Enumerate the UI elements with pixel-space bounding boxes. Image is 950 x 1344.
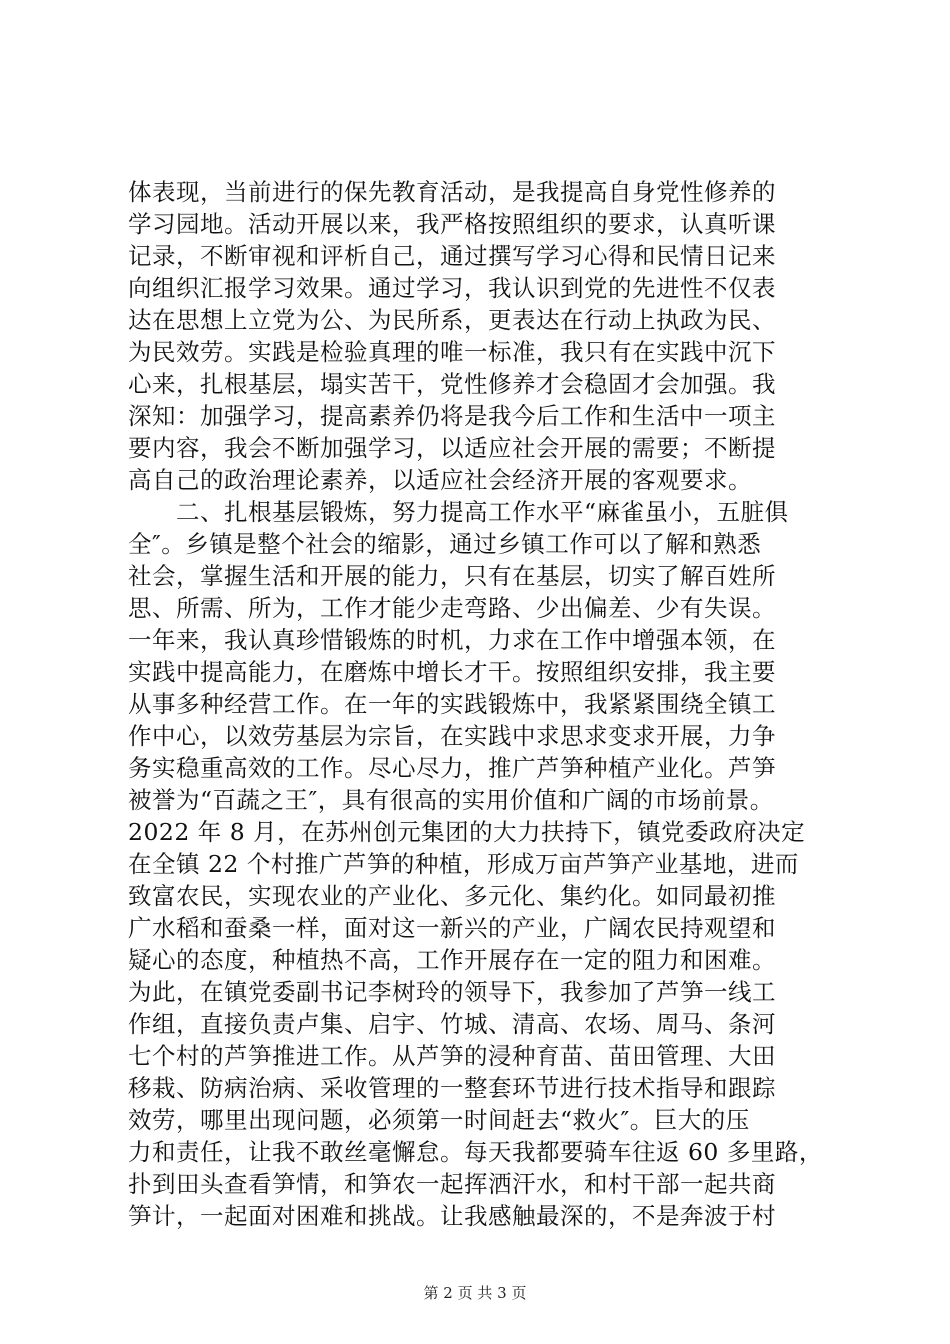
text-line: 被誉为“百蔬之王″，具有很高的实用价值和广阔的市场前景。 [128,786,774,814]
text-line: 要内容，我会不断加强学习，以适应社会开展的需要；不断提 [128,434,776,462]
text-line: 高自己的政治理论素养，以适应社会经济开展的客观要求。 [128,466,752,494]
text-line: 思、所需、所为，工作才能少走弯路、少出偏差、少有失误。 [128,594,776,622]
text-line: 务实稳重高效的工作。尽心尽力，推广芦笋种植产业化。芦笋 [128,754,776,782]
text-line: 记录，不断审视和评析自己，通过撰写学习心得和民情日记来 [128,242,776,270]
text-line: 体表现，当前进行的保先教育活动，是我提高自身党性修养的 [128,178,776,206]
text-line: 致富农民，实现农业的产业化、多元化、集约化。如同最初推 [128,882,776,910]
text-line: 实践中提高能力，在磨炼中增长才干。按照组织安排，我主要 [128,658,776,686]
text-line: 达在思想上立党为公、为民所系，更表达在行动上执政为民、 [128,306,776,334]
text-line: 疑心的态度，种植热不高，工作开展存在一定的阻力和困难。 [128,946,776,974]
text-line: 深知：加强学习，提高素养仍将是我今后工作和生活中一项主 [128,402,776,430]
text-line: 学习园地。活动开展以来，我严格按照组织的要求，认真听课 [128,210,776,238]
text-line: 力和责任，让我不敢丝毫懈怠。每天我都要骑车往返 60 多里路， [128,1138,823,1166]
text-line: 心来，扎根基层，塌实苦干，党性修养才会稳固才会加强。我 [128,370,776,398]
text-line: 为此，在镇党委副书记李树玲的领导下，我参加了芦笋一线工 [128,978,776,1006]
text-line: 向组织汇报学习效果。通过学习，我认识到党的先进性不仅表 [128,274,776,302]
text-line: 扑到田头查看笋情，和笋农一起挥洒汗水，和村干部一起共商 [128,1170,776,1198]
section-heading-line: 二、扎根基层锻炼，努力提高工作水平“麻雀虽小，五脏俱 [128,498,789,526]
text-line: 一年来，我认真珍惜锻炼的时机，力求在工作中增强本领，在 [128,626,776,654]
text-line: 为民效劳。实践是检验真理的唯一标准，我只有在实践中沉下 [128,338,776,366]
text-line: 笋计，一起面对困难和挑战。让我感触最深的，不是奔波于村 [128,1202,776,1230]
text-line: 效劳，哪里出现问题，必须第一时间赶去“救火″。巨大的压 [128,1106,750,1134]
text-line: 2022 年 8 月，在苏州创元集团的大力扶持下，镇党委政府决定 [128,818,806,846]
text-line: 在全镇 22 个村推广芦笋的种植，形成万亩芦笋产业基地，进而 [128,850,799,878]
text-line: 全″。乡镇是整个社会的缩影，通过乡镇工作可以了解和熟悉 [128,530,762,558]
text-line: 作中心，以效劳基层为宗旨，在实践中求思求变求开展，力争 [128,722,776,750]
text-line: 广水稻和蚕桑一样，面对这一新兴的产业，广阔农民持观望和 [128,914,776,942]
text-line: 移栽、防病治病、采收管理的一整套环节进行技术指导和跟踪 [128,1074,776,1102]
text-line: 七个村的芦笋推进工作。从芦笋的浸种育苗、苗田管理、大田 [128,1042,776,1070]
page-number-footer: 第 2 页 共 3 页 [423,1284,527,1302]
text-line: 作组，直接负责卢集、启宇、竹城、清高、农场、周马、条河 [128,1010,776,1038]
document-body [128,176,828,1232]
text-line: 从事多种经营工作。在一年的实践锻炼中，我紧紧围绕全镇工 [128,690,776,718]
text-line: 社会，掌握生活和开展的能力，只有在基层，切实了解百姓所 [128,562,776,590]
